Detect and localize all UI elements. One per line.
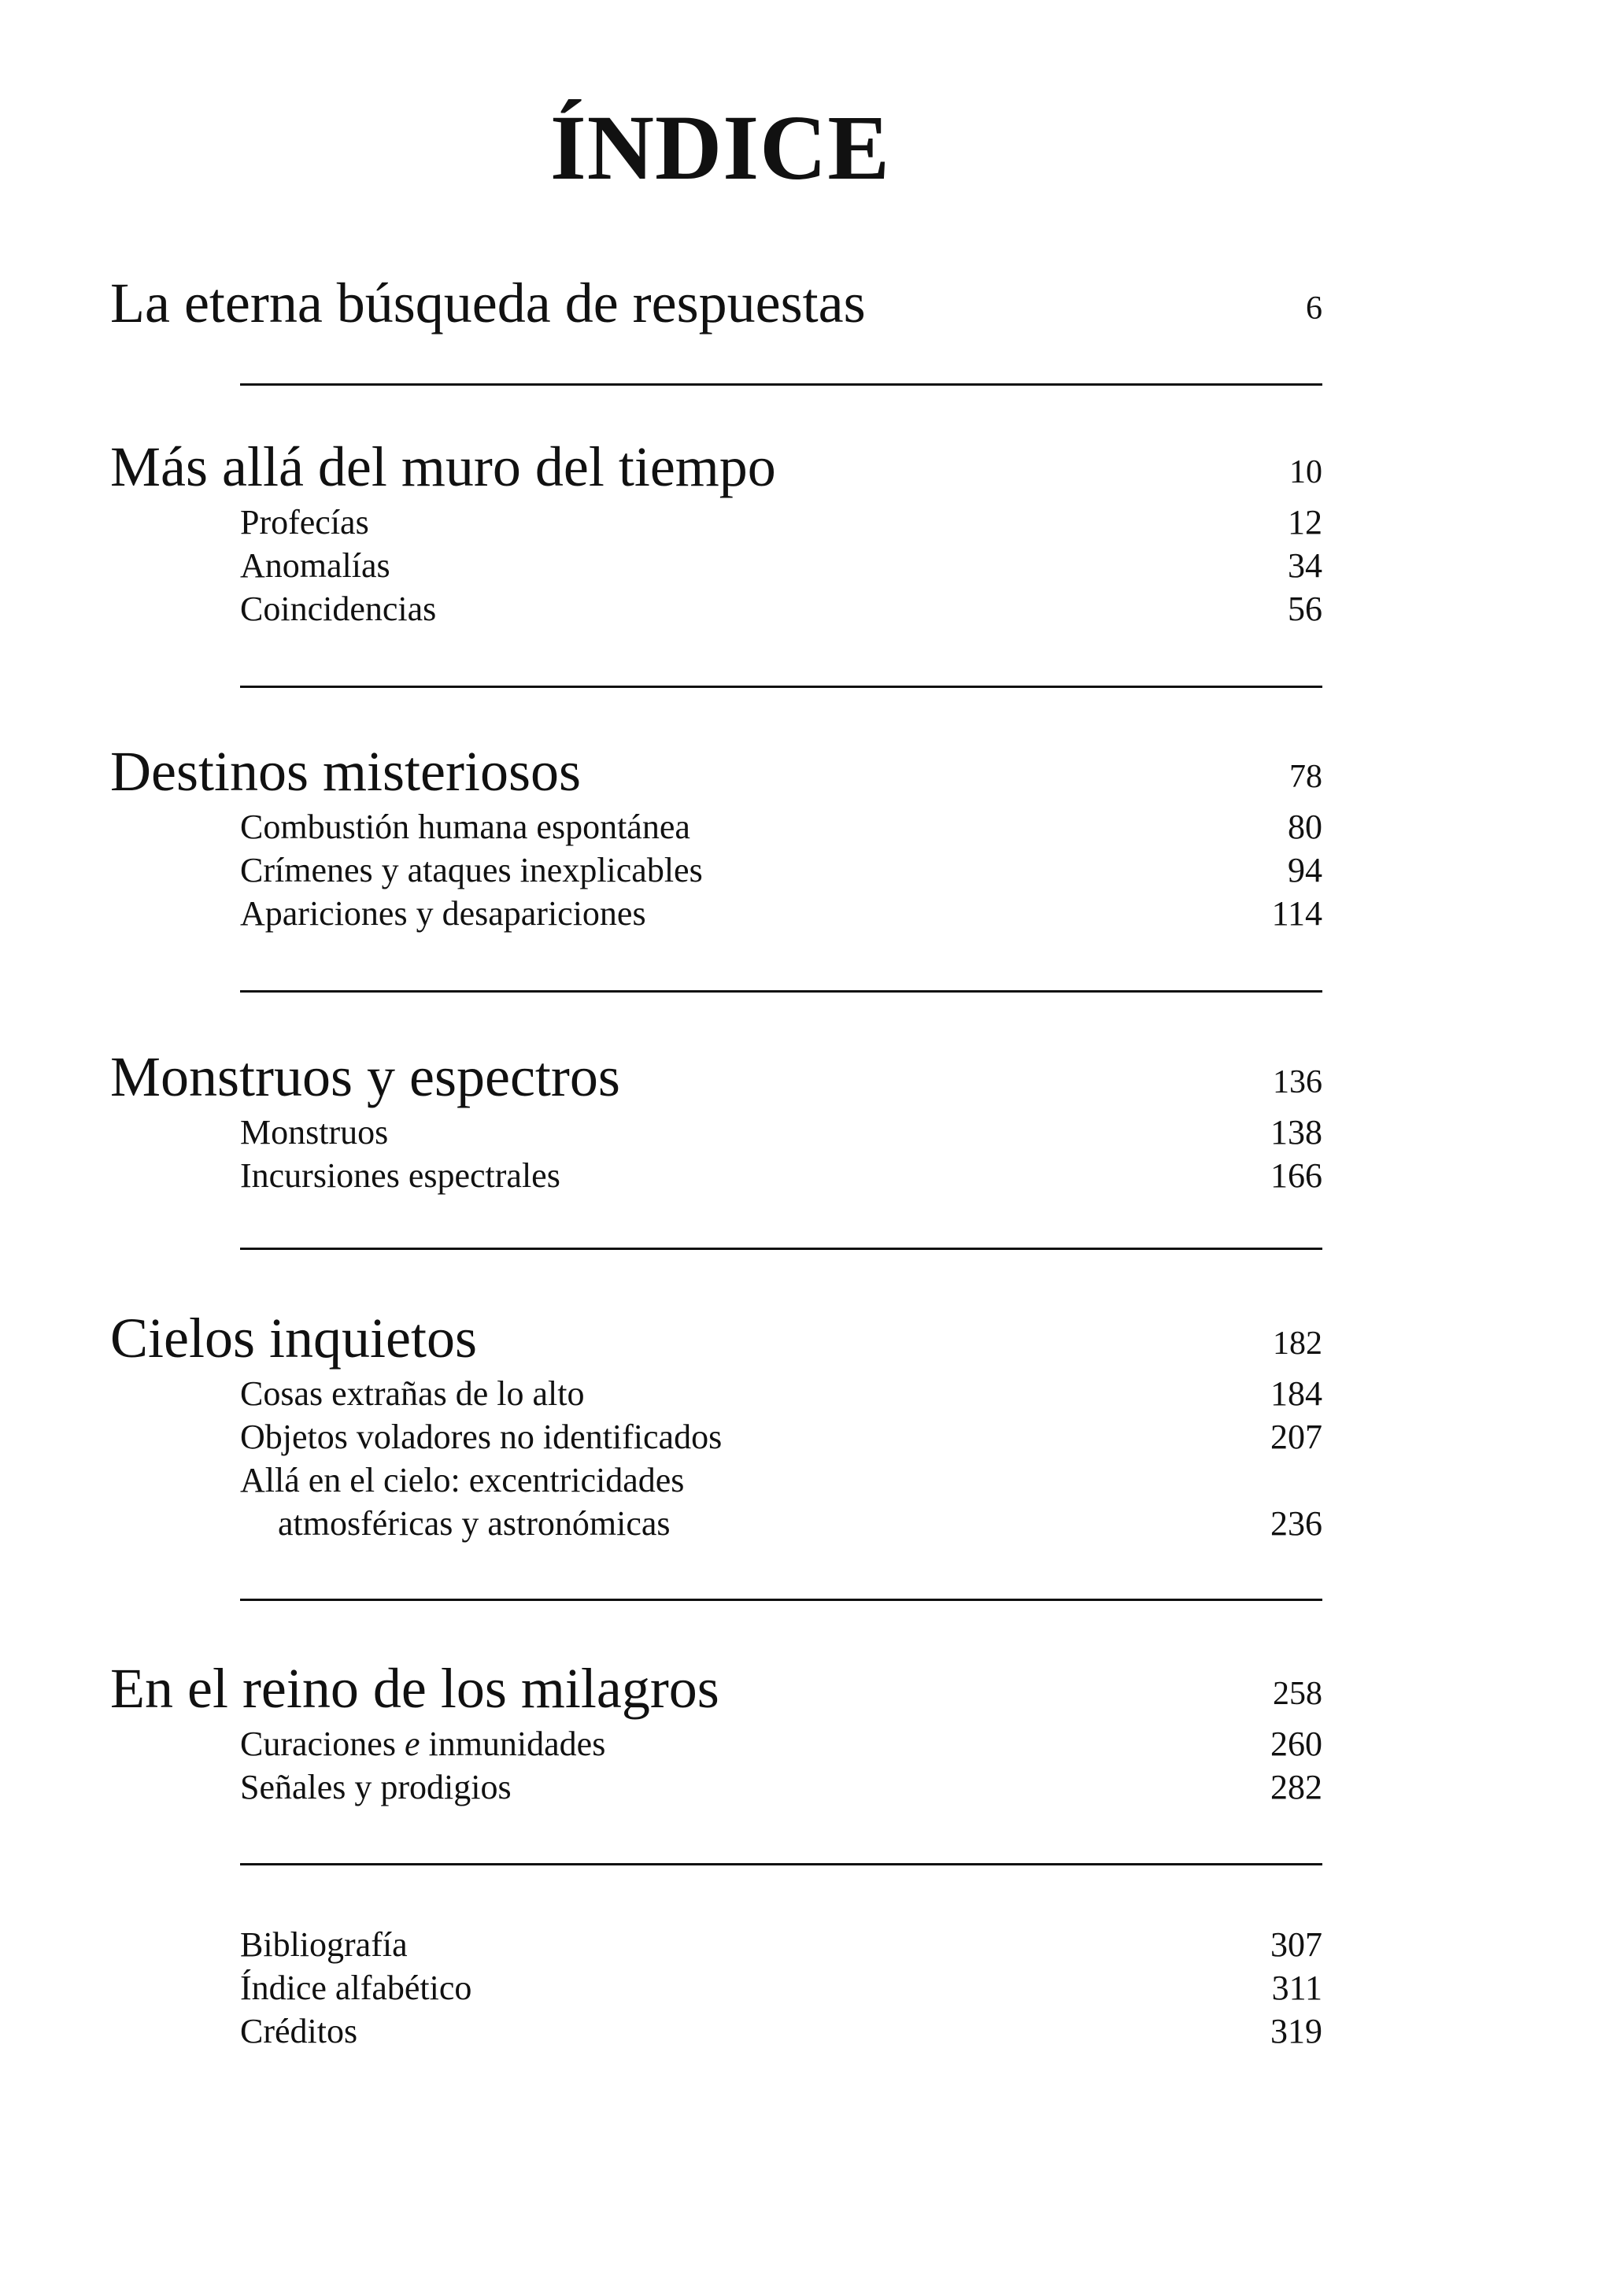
back-matter-item[interactable] [240,1966,1322,2009]
subsection-item[interactable] [240,892,1322,935]
subsection-label: Señales y prodigios [240,1768,512,1806]
section-page-number: 258 [1273,1676,1322,1712]
back-matter-label: Créditos [240,2012,358,2050]
back-matter-page-number: 311 [1271,1969,1322,2007]
section-page-number: 182 [1273,1325,1322,1362]
subsection-item[interactable] [240,544,1322,587]
subsection-label: Monstruos [240,1113,389,1152]
label-part: Curaciones [240,1725,405,1763]
subsection-label [240,1459,684,1545]
subsection-page-number: 166 [1270,1156,1322,1195]
back-matter-page-number: 319 [1270,2012,1322,2050]
section-heading[interactable] [110,740,1322,803]
subsection-page-number: 94 [1288,851,1322,889]
back-matter-page-number: 307 [1270,1925,1322,1964]
subsection-label-continuation: atmosféricas y astronómicas [278,1504,671,1543]
label-part: inmunidades [420,1725,606,1763]
subsection-page-number: 114 [1271,894,1322,933]
subsection-list [240,805,1322,935]
subsection-list [240,1111,1322,1197]
subsection-item[interactable] [240,1372,1322,1415]
section-title: La eterna búsqueda de respuestas [110,272,866,335]
back-matter-label: Bibliografía [240,1925,408,1964]
back-matter-list [240,1923,1322,2053]
subsection-page-number: 260 [1270,1725,1322,1763]
section-heading[interactable] [110,1307,1322,1370]
section-heading[interactable] [110,1657,1322,1720]
subsection-item[interactable] [240,1765,1322,1809]
section-divider [240,1248,1322,1250]
subsection-label-line: Allá en el cielo: excentricidades [240,1461,685,1499]
subsection-label: Coincidencias [240,590,437,628]
subsection-item[interactable] [240,1415,1322,1459]
subsection-label: Crímenes y ataques inexplicables [240,851,703,889]
subsection-item[interactable] [240,587,1322,630]
subsection-item[interactable] [240,501,1322,544]
subsection-item[interactable] [240,1154,1322,1197]
subsection-page-number: 34 [1288,546,1322,585]
section-page-number: 78 [1289,759,1322,795]
back-matter-label: Índice alfabético [240,1969,472,2007]
subsection-label: Combustión humana espontánea [240,808,690,846]
subsection-page-number: 207 [1270,1418,1322,1456]
subsection-page-number: 12 [1288,503,1322,542]
back-matter-item[interactable] [240,2009,1322,2053]
section-divider [240,1599,1322,1601]
subsection-list [240,1372,1322,1545]
subsection-list [240,501,1322,630]
subsection-label: Anomalías [240,546,390,585]
subsection-item[interactable] [240,805,1322,849]
back-matter-item[interactable] [240,1923,1322,1966]
subsection-page-number: 282 [1270,1768,1322,1806]
section-page-number: 136 [1273,1064,1322,1100]
subsection-list [240,1722,1322,1809]
subsection-page-number: 56 [1288,590,1322,628]
label-italic-part: e [404,1725,420,1763]
section-title: Más allá del muro del tiempo [110,435,776,498]
subsection-label: Apariciones y desapariciones [240,894,646,933]
section-divider [240,686,1322,688]
subsection-page-number: 184 [1270,1374,1322,1413]
subsection-label [240,1722,605,1765]
subsection-item[interactable] [240,1111,1322,1154]
section-divider [240,383,1322,386]
subsection-label: Cosas extrañas de lo alto [240,1374,585,1413]
subsection-label: Objetos voladores no identificados [240,1418,723,1456]
section-divider [240,1863,1322,1865]
section-title: Monstruos y espectros [110,1045,620,1108]
subsection-item[interactable] [240,849,1322,892]
subsection-page-number: 236 [1270,1504,1322,1543]
section-title: En el reino de los milagros [110,1657,719,1720]
section-heading[interactable] [110,272,1322,335]
section-page-number: 6 [1306,290,1322,327]
section-heading[interactable] [110,1045,1322,1108]
subsection-item[interactable] [240,1459,1322,1545]
subsection-item[interactable] [240,1722,1322,1765]
section-divider [240,990,1322,993]
section-heading[interactable] [110,435,1322,498]
section-title: Destinos misteriosos [110,740,582,803]
subsection-page-number: 80 [1288,808,1322,846]
subsection-label: Incursiones espectrales [240,1156,560,1195]
section-title: Cielos inquietos [110,1307,477,1370]
subsection-label: Profecías [240,503,369,542]
section-page-number: 10 [1289,454,1322,490]
subsection-page-number: 138 [1270,1113,1322,1152]
page-title: ÍNDICE [549,96,891,199]
